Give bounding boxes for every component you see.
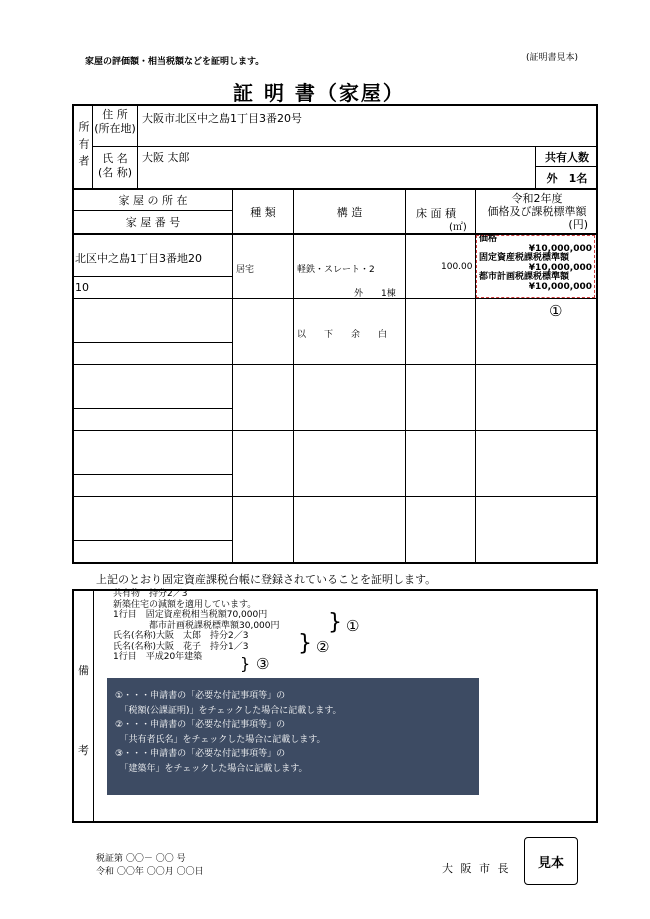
co-owners-label: 共有人数 (545, 150, 589, 164)
header-valuation (476, 192, 598, 231)
brace-icon: } (240, 654, 251, 673)
remarks-line: 氏名(名称)大阪 太郎 持分2／3 (113, 631, 249, 641)
remarks-line: 都市計画税課税標準額30,000円 (113, 620, 280, 631)
sample-stamp: 見本 (524, 837, 578, 885)
price-label: 価格 (479, 234, 498, 244)
valuation-values (479, 235, 592, 292)
remarks-line: 氏名(名称)大阪 花子 持分1／3 (113, 641, 249, 652)
name-label-line1: 氏 名 (102, 152, 128, 165)
explanation-line: 「税額(公課証明)」をチェックした場合に記載します。 (115, 705, 342, 716)
address-value: 大阪市北区中之島1丁目3番20号 (142, 112, 302, 125)
valuation-marker: ① (549, 302, 563, 320)
price-value: ¥10,000,000 (528, 243, 592, 254)
header-type: 種 類 (250, 205, 276, 219)
remainder-note: 以 下 余 白 (297, 330, 388, 340)
divider (72, 298, 598, 299)
row-floor-area: 100.00 (441, 262, 473, 272)
divider (72, 474, 232, 475)
remarks-line: 1行目 固定資産税相当税額70,000円 (113, 610, 268, 620)
reference-number: 税証第 〇〇－ 〇〇 号 (96, 854, 186, 864)
remarks-line: 新築住宅の減額を適用しています。 (113, 599, 257, 610)
divider (72, 540, 232, 541)
row-house-number: 10 (75, 281, 89, 294)
name-value: 大阪 太郎 (142, 151, 190, 164)
divider (72, 276, 232, 277)
fixed-tax-value: ¥10,000,000 (528, 262, 592, 273)
divider (72, 430, 598, 431)
address-label-line2: (所在地) (94, 122, 136, 135)
divider (72, 408, 232, 409)
remarks-lines (113, 589, 280, 663)
explanation-line: 「建築年」をチェックした場合に記載します。 (115, 763, 308, 774)
header-valuation-unit: (円) (568, 218, 588, 231)
row-structure: 軽鉄・スレート・2 (297, 265, 375, 275)
sample-tag: (証明書見本) (526, 53, 579, 63)
name-label-line2: (名 称) (97, 166, 133, 179)
header-floor-area-unit: (㎡) (449, 222, 467, 233)
name-label (93, 152, 137, 180)
explanation-line: ②・・・申請書の「必要な付記事項等」の (115, 720, 286, 730)
owner-group-label: 所有者 (77, 120, 90, 172)
certification-text: 上記のとおり固定資産課税台帳に登録されていることを証明します。 (96, 573, 437, 586)
header-note: 家屋の評価額・相当税額などを証明します。 (85, 57, 265, 67)
fixed-tax-label: 固定資産税課税標準額 (479, 253, 570, 263)
divider (232, 190, 233, 564)
remarks-marker-3: ③ (256, 655, 270, 673)
header-house-number: 家 屋 番 号 (125, 216, 181, 229)
remarks-line: 1行目 平成20年建築 (113, 652, 203, 662)
header-structure: 構 造 (336, 205, 363, 219)
city-plan-value: ¥10,000,000 (528, 281, 592, 292)
remarks-label-bottom: 考 (78, 744, 89, 757)
address-label-line1: 住 所 (102, 108, 128, 121)
divider (293, 190, 294, 564)
header-location: 家 屋 の 所 在 (118, 194, 188, 207)
row-structure-sub: 外 1棟 (354, 289, 396, 299)
header-valuation-year: 令和2年度 (511, 192, 563, 205)
divider (72, 496, 598, 497)
co-owners-value: 外 1名 (546, 171, 588, 185)
remarks-label-top: 備 (78, 664, 89, 677)
explanation-line: ③・・・申請書の「必要な付記事項等」の (115, 749, 286, 759)
row-type: 居宅 (236, 265, 255, 275)
explanation-line: ①・・・申請書の「必要な付記事項等」の (115, 691, 286, 701)
divider (72, 364, 598, 365)
divider (92, 146, 598, 147)
issuer: 大 阪 市 長 (442, 862, 511, 875)
divider (72, 342, 232, 343)
divider (405, 190, 406, 564)
remarks-marker-2: ② (316, 638, 330, 656)
explanation-line: 「共有者氏名」をチェックした場合に記載します。 (115, 734, 326, 745)
brace-icon: } (328, 610, 342, 635)
city-plan-label: 都市計画税課税標準額 (479, 272, 570, 282)
remarks-line: 共有物 持分2／3 (113, 589, 188, 599)
brace-icon: } (298, 631, 312, 656)
header-valuation-title: 価格及び課税標準額 (487, 205, 587, 218)
issue-date: 令和 〇〇年 〇〇月 〇〇日 (96, 867, 204, 877)
row-location: 北区中之島1丁目3番地20 (75, 252, 202, 265)
explanation-notes (115, 689, 342, 776)
remarks-marker-1: ① (346, 617, 360, 635)
header-floor-area: 床 面 積 (416, 207, 456, 220)
divider (93, 589, 94, 823)
address-label (93, 108, 137, 136)
page-title: 証 明 書（家屋） (233, 81, 405, 105)
